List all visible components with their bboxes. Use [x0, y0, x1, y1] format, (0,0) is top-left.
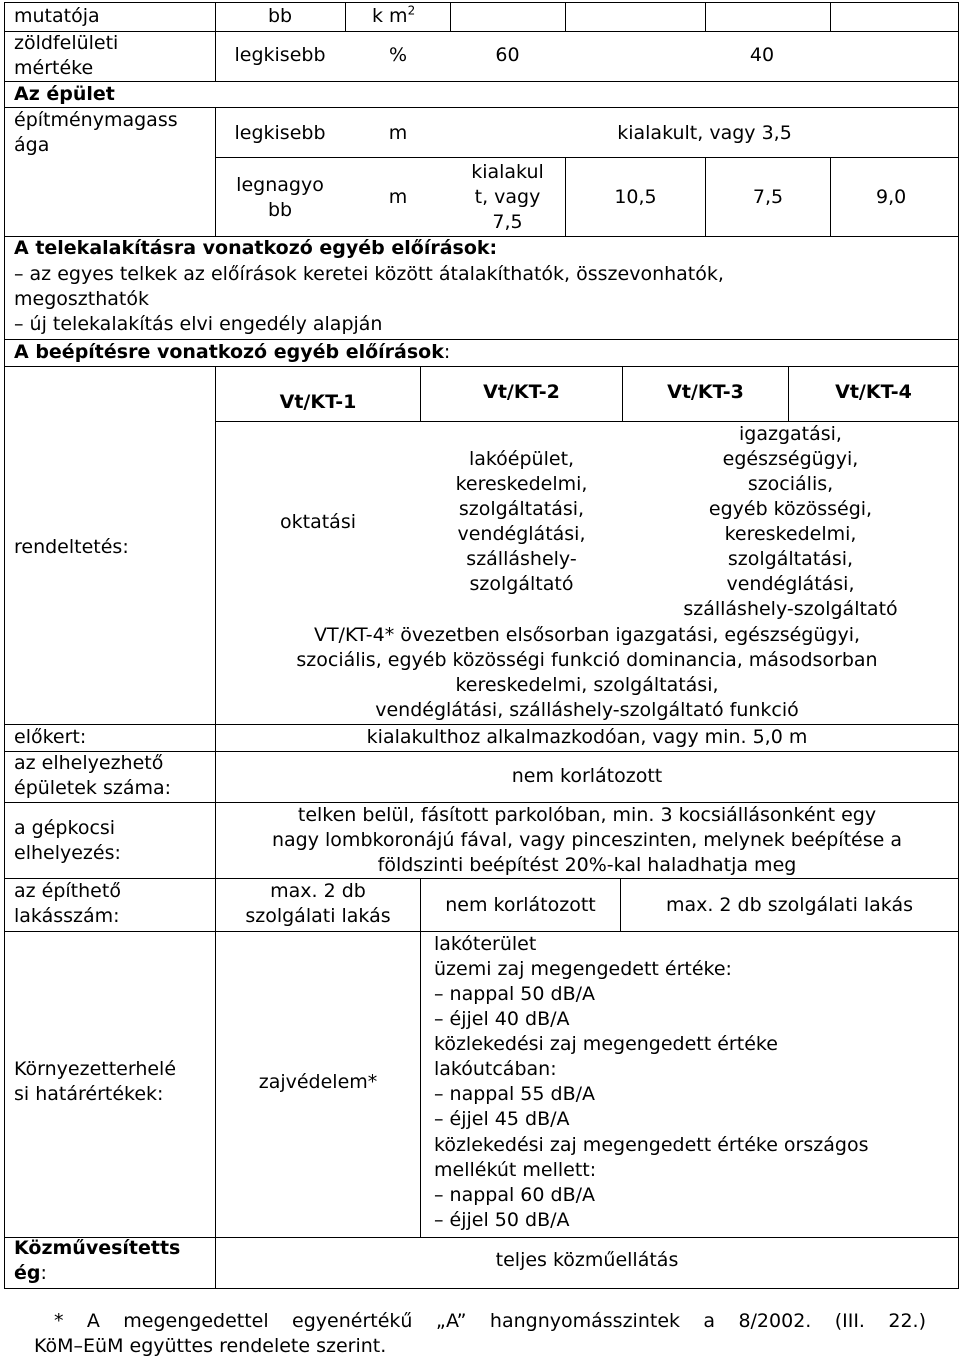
- cell: 10,5: [614, 186, 657, 208]
- cell: teljes közműellátás: [495, 1249, 679, 1271]
- section-heading: A telekalakításra vonatkozó egyéb előírások:: [14, 237, 498, 259]
- row-label: Az épület: [14, 83, 115, 105]
- cell: %: [388, 44, 408, 66]
- row-label: ég:: [14, 1262, 47, 1284]
- row-label: épületek száma:: [14, 777, 172, 799]
- cell-kt1: szolgálati lakás: [245, 905, 391, 927]
- cell: kialakult, vagy 3,5: [617, 122, 792, 144]
- row-label: építménymagass: [14, 109, 178, 131]
- cell: 9,0: [876, 186, 907, 208]
- zone-header-kt4: Vt/KT-4: [835, 381, 912, 403]
- cell-kt1: max. 2 db: [270, 880, 366, 902]
- cell: 7,5: [752, 186, 784, 208]
- zone-header-kt2: Vt/KT-2: [483, 381, 560, 403]
- cell: kialakul: [471, 161, 544, 183]
- text-line: megoszthatók: [14, 288, 149, 310]
- cell-kt1: oktatási: [280, 511, 356, 533]
- cell: t, vagy: [474, 186, 541, 208]
- cell: 40: [749, 44, 775, 66]
- cell: legkisebb: [234, 44, 326, 66]
- row-label: rendeltetés:: [14, 536, 129, 558]
- section-heading: A beépítésre vonatkozó egyéb előírások: [14, 341, 444, 363]
- row-label: si határértékek:: [14, 1083, 164, 1105]
- cell: 7,5: [492, 211, 523, 233]
- cell-kt1: zajvédelem*: [258, 1071, 378, 1093]
- row-label: Környezetterhelé: [14, 1058, 177, 1080]
- zone-header-kt1: Vt/KT-1: [279, 391, 357, 413]
- row-label: zöldfelületi: [14, 32, 119, 54]
- cell: nem korlátozott: [511, 765, 663, 787]
- cell: bb: [267, 5, 293, 27]
- row-label: Közművesítetts: [14, 1237, 181, 1259]
- text-line: – új telekalakítás elvi engedély alapján: [14, 313, 383, 335]
- row-label: a gépkocsi: [14, 817, 116, 839]
- cell: m: [388, 186, 408, 208]
- row-label: lakásszám:: [14, 905, 120, 927]
- row-label: elhelyezés:: [14, 842, 121, 864]
- cell: k $m^2$: [372, 3, 416, 27]
- cell: legkisebb: [234, 122, 326, 144]
- row-label: ága: [14, 134, 50, 156]
- zone-header-kt3: Vt/KT-3: [667, 381, 744, 403]
- row-label: az elhelyezhető: [14, 752, 164, 774]
- cell: kialakulthoz alkalmazkodóan, vagy min. 5,0 m: [366, 726, 808, 748]
- row-label: előkert:: [14, 726, 87, 748]
- text-line: – az egyes telkek az előírások keretei között átalakíthatók, összevonhatók,: [14, 263, 724, 285]
- cell: legnagyo: [236, 174, 324, 196]
- cell: bb: [267, 199, 293, 221]
- cell: m: [388, 122, 408, 144]
- cell: 60: [495, 44, 520, 66]
- row-label: mértéke: [14, 57, 94, 79]
- cell-kt4: max. 2 db szolgálati lakás: [665, 894, 914, 916]
- row-label: az építhető: [14, 880, 121, 902]
- cell-kt2-kt3: nem korlátozott: [445, 894, 596, 916]
- row-label: mutatója: [14, 5, 100, 27]
